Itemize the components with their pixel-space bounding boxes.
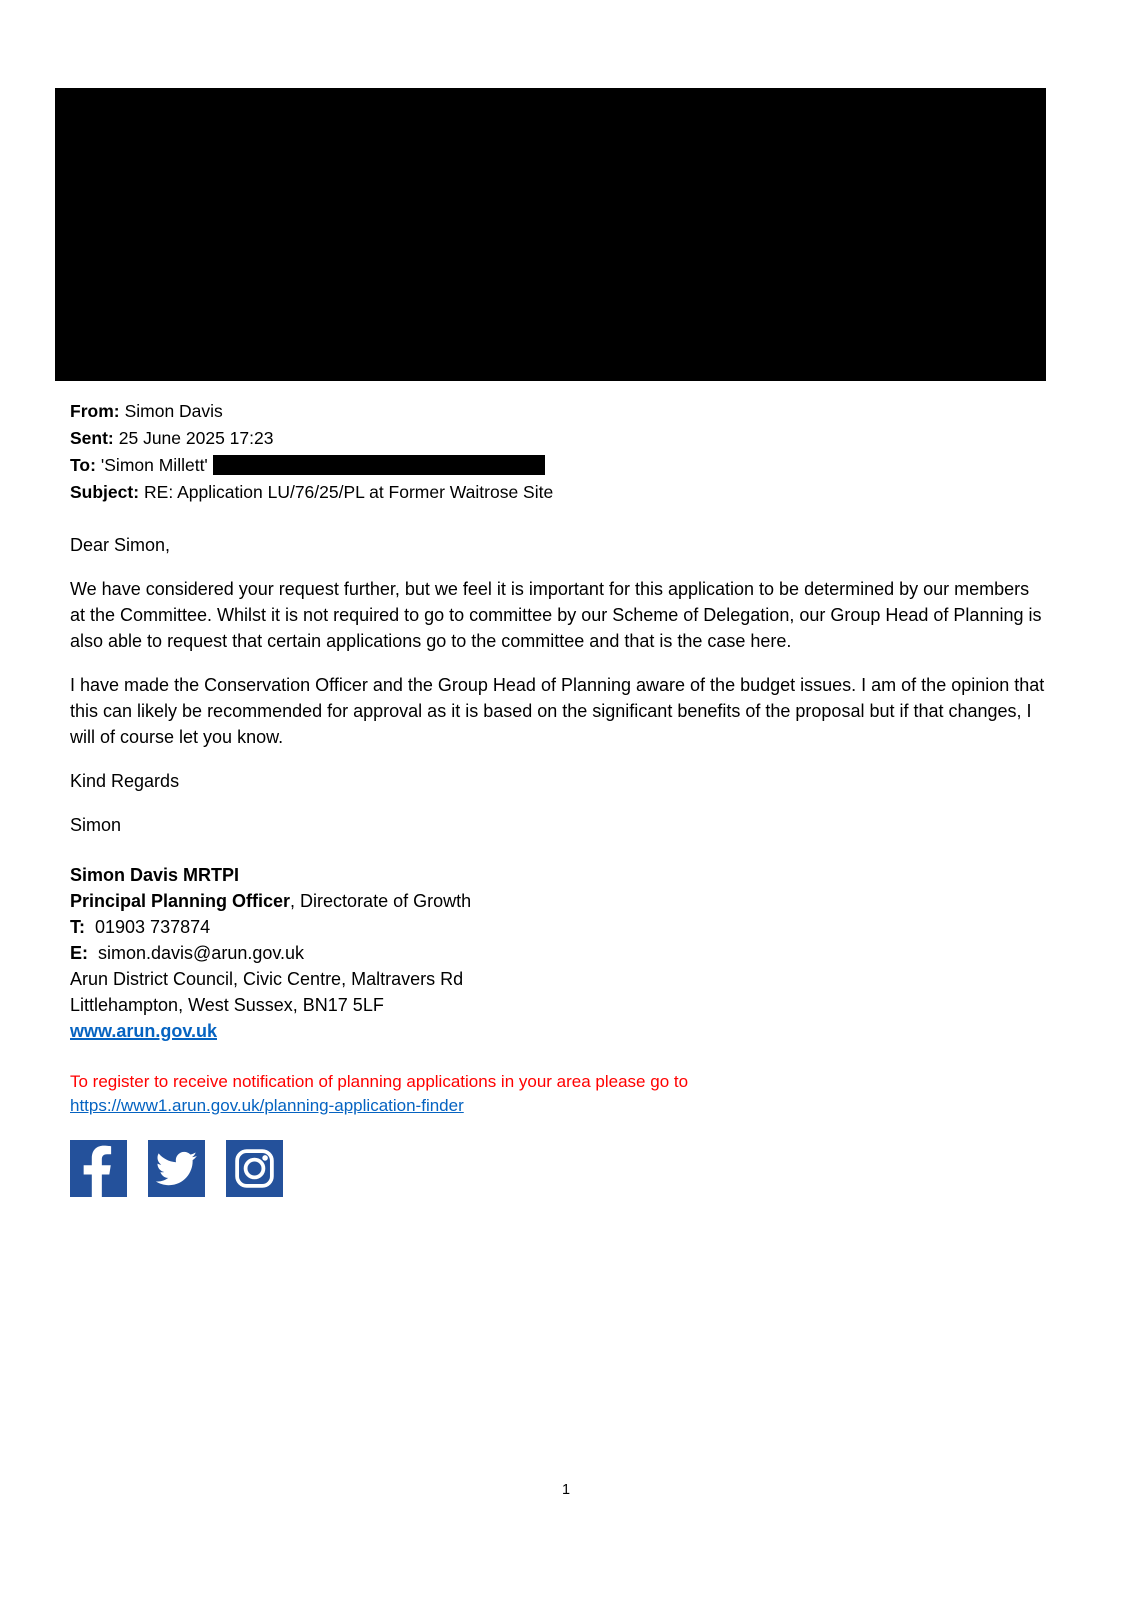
signoff: Simon	[70, 815, 122, 835]
body-paragraph-1: We have considered your request further, but we feel it is important for this application to be determined by our members at the Committee. Whilst it is not required to go to committee by our Scheme of Delegation, our Group Head of Planning is also able to request that certain applications go to the committee and that is the case here.	[70, 579, 1042, 651]
phone-label: T:	[70, 917, 85, 937]
notice-text: To register to receive notification of planning applications in your area please go to	[70, 1072, 689, 1091]
email-content	[70, 398, 1045, 1197]
planning-finder-link[interactable]: https://www1.arun.gov.uk/planning-application-finder	[70, 1096, 464, 1115]
subject-label: Subject:	[70, 482, 140, 502]
signature-website-line	[70, 1018, 1045, 1044]
page-number: 1	[561, 1482, 571, 1498]
email-value: simon.davis@arun.gov.uk	[98, 943, 305, 963]
body-paragraph-2: I have made the Conservation Officer and the Group Head of Planning aware of the budget issues. I am of the opinion that this can likely be recommended for approval as it is based on the significant benefits of the proposal but if that changes, I will of course let you know.	[70, 675, 1045, 747]
from-label: From:	[70, 401, 120, 421]
redacted-recipient-address	[213, 455, 545, 475]
signature-name-line	[70, 862, 1045, 888]
redacted-header-block	[55, 88, 1046, 381]
planning-notice	[70, 1070, 1045, 1118]
header-subject	[70, 479, 1045, 506]
from-value: Simon Davis	[124, 401, 223, 421]
twitter-icon[interactable]	[148, 1140, 205, 1197]
social-icons-row	[70, 1140, 1045, 1197]
website-link[interactable]: www.arun.gov.uk	[70, 1021, 218, 1041]
facebook-icon[interactable]	[70, 1140, 127, 1197]
instagram-icon[interactable]	[226, 1140, 283, 1197]
signature-address-1: Arun District Council, Civic Centre, Maltravers Rd	[70, 969, 464, 989]
sent-value: 25 June 2025 17:23	[118, 428, 274, 448]
greeting: Dear Simon,	[70, 535, 171, 555]
email-headers	[70, 398, 1045, 506]
signature-department: , Directorate of Growth	[290, 891, 472, 911]
signature-name: Simon Davis MRTPI	[70, 865, 240, 885]
to-label: To:	[70, 455, 96, 475]
email-label: E:	[70, 943, 88, 963]
signature-title-line	[70, 888, 1045, 914]
header-from	[70, 398, 1045, 425]
signature-address-2: Littlehampton, West Sussex, BN17 5LF	[70, 995, 384, 1015]
closing: Kind Regards	[70, 771, 180, 791]
signature-job-title: Principal Planning Officer	[70, 891, 291, 911]
subject-value: RE: Application LU/76/25/PL at Former Waitrose Site	[144, 482, 554, 502]
to-value: 'Simon Millett'	[100, 455, 208, 475]
sent-label: Sent:	[70, 428, 114, 448]
signature-phone-line	[70, 914, 1045, 940]
header-to	[70, 452, 1045, 479]
signature-email-line	[70, 940, 1045, 966]
phone-value: 01903 737874	[95, 917, 211, 937]
header-sent	[70, 425, 1045, 452]
email-signature	[70, 862, 1045, 1044]
